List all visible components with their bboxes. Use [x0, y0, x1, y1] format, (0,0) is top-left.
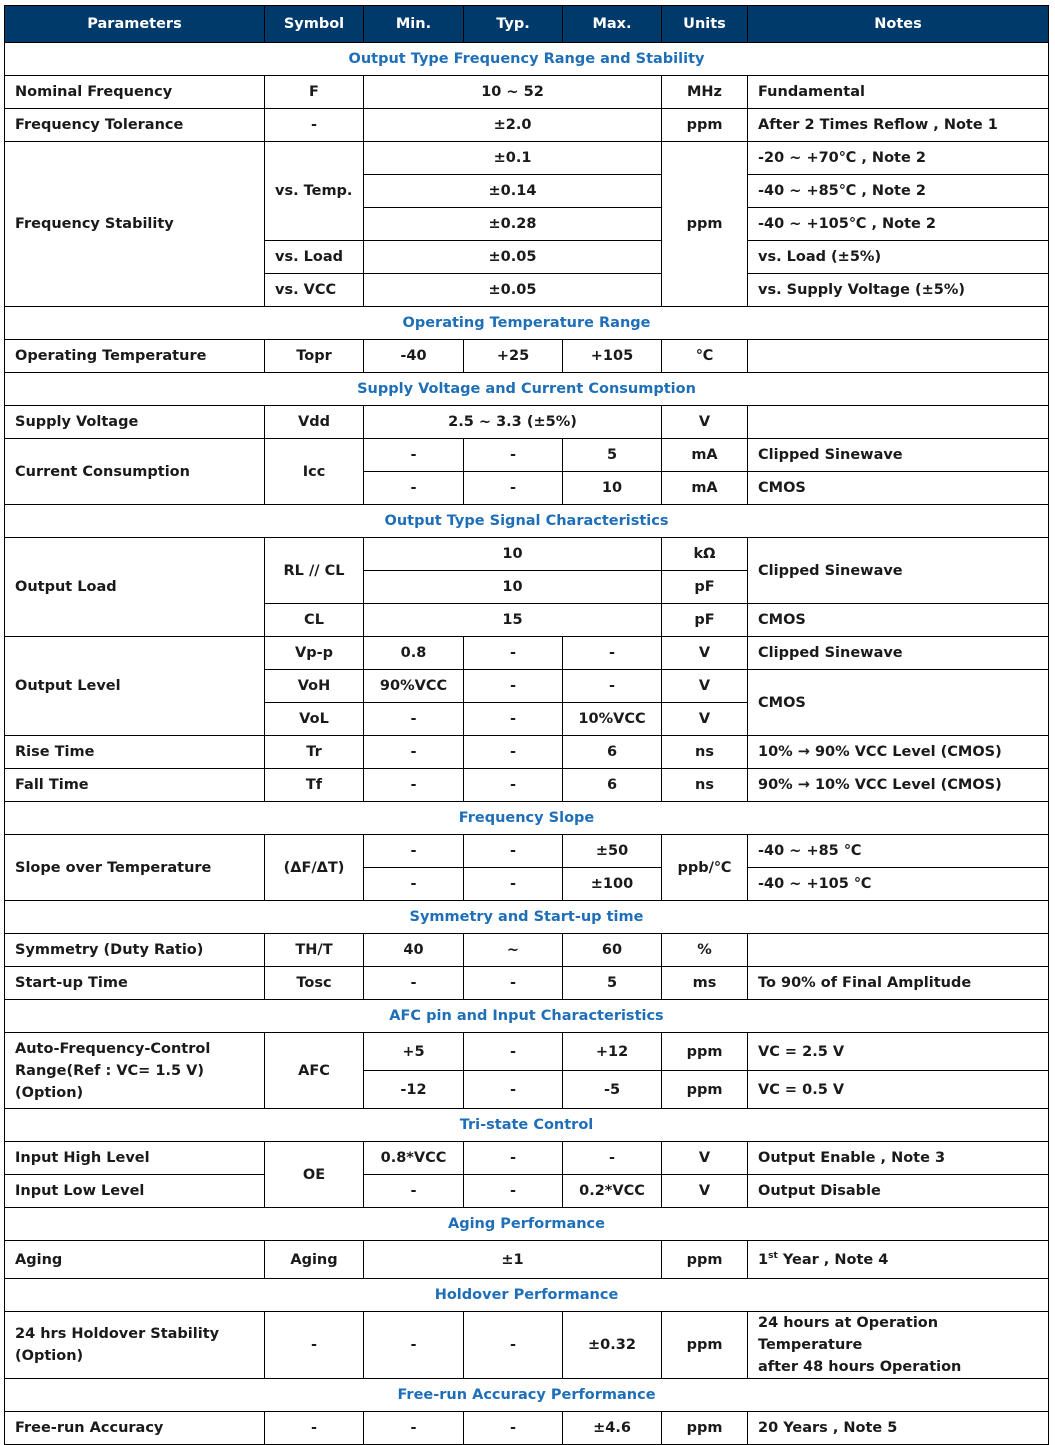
- notes-cell: Fundamental: [748, 76, 1049, 109]
- table-row: [5, 76, 1049, 109]
- header-typ: Typ.: [464, 6, 563, 43]
- notes-cell: [748, 406, 1049, 439]
- units-cell: ppb/℃: [662, 835, 748, 901]
- notes-cell: vs. Load (±5%): [748, 241, 1049, 274]
- units-cell: %: [662, 934, 748, 967]
- max-cell: ±50: [563, 835, 662, 868]
- table-row: [5, 340, 1049, 373]
- typ-cell: +25: [464, 340, 563, 373]
- param-cell: Input High Level: [5, 1142, 265, 1175]
- min-cell: -: [364, 1175, 464, 1208]
- max-cell: 10%VCC: [563, 703, 662, 736]
- notes-cell: -40 ~ +85℃ , Note 2: [748, 175, 1049, 208]
- max-cell: -5: [563, 1071, 662, 1109]
- min-cell: -40: [364, 340, 464, 373]
- notes-cell: CMOS: [748, 472, 1049, 505]
- notes-cell: [748, 934, 1049, 967]
- param-cell: Symmetry (Duty Ratio): [5, 934, 265, 967]
- value-cell: ±0.14: [364, 175, 662, 208]
- section-title: Output Type Signal Characteristics: [5, 505, 1049, 538]
- section-row: [5, 1000, 1049, 1033]
- value-cell: 15: [364, 604, 662, 637]
- notes-cell: -20 ~ +70℃ , Note 2: [748, 142, 1049, 175]
- table-row: [5, 142, 1049, 175]
- value-cell: 10 ~ 52: [364, 76, 662, 109]
- table-row: [5, 109, 1049, 142]
- value-cell: ±0.1: [364, 142, 662, 175]
- value-cell: 10: [364, 538, 662, 571]
- param-cell: [5, 1312, 265, 1379]
- param-cell: Frequency Stability: [5, 142, 265, 307]
- value-cell: ±0.28: [364, 208, 662, 241]
- table-row: [5, 1412, 1049, 1445]
- section-row: [5, 505, 1049, 538]
- notes-cell: vs. Supply Voltage (±5%): [748, 274, 1049, 307]
- units-cell: ppm: [662, 142, 748, 307]
- param-line: (Option): [15, 1348, 84, 1364]
- min-cell: -12: [364, 1071, 464, 1109]
- symbol-cell: Tosc: [265, 967, 364, 1000]
- units-cell: ppm: [662, 1412, 748, 1445]
- typ-cell: -: [464, 868, 563, 901]
- units-cell: V: [662, 1175, 748, 1208]
- units-cell: ppm: [662, 1071, 748, 1109]
- section-row: [5, 43, 1049, 76]
- param-cell: [5, 1033, 265, 1109]
- symbol-cell: Topr: [265, 340, 364, 373]
- max-cell: -: [563, 637, 662, 670]
- min-cell: -: [364, 967, 464, 1000]
- param-cell: Supply Voltage: [5, 406, 265, 439]
- notes-cell: [748, 1241, 1049, 1279]
- param-line: Range(Ref : VC= 1.5 V): [15, 1062, 204, 1079]
- typ-cell: -: [464, 472, 563, 505]
- units-cell: mA: [662, 439, 748, 472]
- symbol-cell: CL: [265, 604, 364, 637]
- max-cell: -: [563, 1142, 662, 1175]
- section-title: Aging Performance: [5, 1208, 1049, 1241]
- symbol-cell: -: [265, 1312, 364, 1379]
- table-row: [5, 1312, 1049, 1379]
- units-cell: V: [662, 406, 748, 439]
- param-cell: Free-run Accuracy: [5, 1412, 265, 1445]
- section-title: Symmetry and Start-up time: [5, 901, 1049, 934]
- section-title: AFC pin and Input Characteristics: [5, 1000, 1049, 1033]
- max-cell: 5: [563, 439, 662, 472]
- symbol-cell: -: [265, 109, 364, 142]
- section-row: [5, 1379, 1049, 1412]
- value-cell: ±1: [364, 1241, 662, 1279]
- table-row: [5, 538, 1049, 571]
- typ-cell: -: [464, 637, 563, 670]
- max-cell: 10: [563, 472, 662, 505]
- param-cell: Rise Time: [5, 736, 265, 769]
- min-cell: 0.8: [364, 637, 464, 670]
- header-notes: Notes: [748, 6, 1049, 43]
- units-cell: pF: [662, 571, 748, 604]
- section-row: [5, 1279, 1049, 1312]
- table-row: [5, 1175, 1049, 1208]
- notes-part: 1: [758, 1251, 769, 1268]
- symbol-cell: Icc: [265, 439, 364, 505]
- param-cell: Frequency Tolerance: [5, 109, 265, 142]
- section-title: Operating Temperature Range: [5, 307, 1049, 340]
- notes-cell: Clipped Sinewave: [748, 538, 1049, 604]
- min-cell: -: [364, 736, 464, 769]
- typ-cell: -: [464, 967, 563, 1000]
- max-cell: -: [563, 670, 662, 703]
- typ-cell: -: [464, 1033, 563, 1071]
- section-row: [5, 373, 1049, 406]
- min-cell: +5: [364, 1033, 464, 1071]
- typ-cell: -: [464, 670, 563, 703]
- notes-cell: VC = 2.5 V: [748, 1033, 1049, 1071]
- notes-cell: Clipped Sinewave: [748, 637, 1049, 670]
- min-cell: -: [364, 835, 464, 868]
- value-cell: ±0.05: [364, 274, 662, 307]
- symbol-cell: vs. VCC: [265, 274, 364, 307]
- value-cell: 2.5 ~ 3.3 (±5%): [364, 406, 662, 439]
- units-cell: V: [662, 1142, 748, 1175]
- section-title: Holdover Performance: [5, 1279, 1049, 1312]
- symbol-cell: F: [265, 76, 364, 109]
- typ-cell: -: [464, 769, 563, 802]
- units-cell: mA: [662, 472, 748, 505]
- symbol-cell: Tf: [265, 769, 364, 802]
- notes-cell: [748, 340, 1049, 373]
- param-cell: Aging: [5, 1241, 265, 1279]
- typ-cell: -: [464, 835, 563, 868]
- typ-cell: -: [464, 1175, 563, 1208]
- notes-cell: -40 ~ +105 ℃: [748, 868, 1049, 901]
- max-cell: 60: [563, 934, 662, 967]
- notes-cell: CMOS: [748, 604, 1049, 637]
- specification-table: [4, 5, 1049, 1445]
- table-row: [5, 736, 1049, 769]
- symbol-cell: vs. Load: [265, 241, 364, 274]
- symbol-cell: Vp-p: [265, 637, 364, 670]
- min-cell: -: [364, 439, 464, 472]
- param-line: 24 hrs Holdover Stability: [15, 1326, 220, 1342]
- section-row: [5, 1109, 1049, 1142]
- section-row: [5, 901, 1049, 934]
- param-cell: Output Load: [5, 538, 265, 637]
- typ-cell: -: [464, 1312, 563, 1379]
- units-cell: ns: [662, 769, 748, 802]
- notes-cell: After 2 Times Reflow , Note 1: [748, 109, 1049, 142]
- notes-cell: -40 ~ +85 ℃: [748, 835, 1049, 868]
- min-cell: -: [364, 703, 464, 736]
- table-row: [5, 439, 1049, 472]
- notes-line: 24 hours at Operation Temperature: [758, 1315, 939, 1353]
- table-row: [5, 1241, 1049, 1279]
- symbol-cell: RL // CL: [265, 538, 364, 604]
- min-cell: 90%VCC: [364, 670, 464, 703]
- table-row: [5, 1142, 1049, 1175]
- param-line: (Option): [15, 1084, 84, 1101]
- symbol-cell: -: [265, 1412, 364, 1445]
- typ-cell: -: [464, 1071, 563, 1109]
- min-cell: -: [364, 868, 464, 901]
- notes-cell: To 90% of Final Amplitude: [748, 967, 1049, 1000]
- notes-cell: 90% → 10% VCC Level (CMOS): [748, 769, 1049, 802]
- param-cell: Input Low Level: [5, 1175, 265, 1208]
- min-cell: 40: [364, 934, 464, 967]
- param-line: Auto-Frequency-Control: [15, 1040, 211, 1057]
- units-cell: MHz: [662, 76, 748, 109]
- notes-cell: -40 ~ +105℃ , Note 2: [748, 208, 1049, 241]
- symbol-cell: Tr: [265, 736, 364, 769]
- header-units: Units: [662, 6, 748, 43]
- header-symbol: Symbol: [265, 6, 364, 43]
- table-row: [5, 406, 1049, 439]
- min-cell: 0.8*VCC: [364, 1142, 464, 1175]
- value-cell: ±2.0: [364, 109, 662, 142]
- section-title: Supply Voltage and Current Consumption: [5, 373, 1049, 406]
- typ-cell: -: [464, 736, 563, 769]
- param-cell: Start-up Time: [5, 967, 265, 1000]
- units-cell: ppm: [662, 1241, 748, 1279]
- table-row: [5, 934, 1049, 967]
- notes-line: after 48 hours Operation: [758, 1359, 962, 1375]
- max-cell: ±0.32: [563, 1312, 662, 1379]
- units-cell: pF: [662, 604, 748, 637]
- units-cell: ppm: [662, 1033, 748, 1071]
- notes-cell: [748, 1312, 1049, 1379]
- symbol-cell: AFC: [265, 1033, 364, 1109]
- param-cell: Fall Time: [5, 769, 265, 802]
- units-cell: kΩ: [662, 538, 748, 571]
- typ-cell: -: [464, 703, 563, 736]
- param-cell: Nominal Frequency: [5, 76, 265, 109]
- notes-cell: 20 Years , Note 5: [748, 1412, 1049, 1445]
- header-max: Max.: [563, 6, 662, 43]
- min-cell: -: [364, 1412, 464, 1445]
- symbol-cell: (ΔF/ΔT): [265, 835, 364, 901]
- typ-cell: ~: [464, 934, 563, 967]
- max-cell: ±100: [563, 868, 662, 901]
- value-cell: ±0.05: [364, 241, 662, 274]
- notes-cell: CMOS: [748, 670, 1049, 736]
- symbol-cell: Aging: [265, 1241, 364, 1279]
- notes-part: Year , Note 4: [777, 1251, 889, 1268]
- value-cell: 10: [364, 571, 662, 604]
- param-cell: Current Consumption: [5, 439, 265, 505]
- table-row: [5, 1033, 1049, 1071]
- section-title: Free-run Accuracy Performance: [5, 1379, 1049, 1412]
- min-cell: -: [364, 1312, 464, 1379]
- max-cell: +105: [563, 340, 662, 373]
- table-row: [5, 835, 1049, 868]
- notes-cell: 10% → 90% VCC Level (CMOS): [748, 736, 1049, 769]
- symbol-cell: vs. Temp.: [265, 142, 364, 241]
- section-title: Tri-state Control: [5, 1109, 1049, 1142]
- param-cell: Operating Temperature: [5, 340, 265, 373]
- notes-cell: Clipped Sinewave: [748, 439, 1049, 472]
- symbol-cell: VoL: [265, 703, 364, 736]
- units-cell: ppm: [662, 109, 748, 142]
- max-cell: ±4.6: [563, 1412, 662, 1445]
- units-cell: V: [662, 703, 748, 736]
- typ-cell: -: [464, 439, 563, 472]
- max-cell: 6: [563, 769, 662, 802]
- table-row: [5, 967, 1049, 1000]
- param-cell: Output Level: [5, 637, 265, 736]
- max-cell: +12: [563, 1033, 662, 1071]
- max-cell: 5: [563, 967, 662, 1000]
- symbol-cell: OE: [265, 1142, 364, 1208]
- header-min: Min.: [364, 6, 464, 43]
- typ-cell: -: [464, 1412, 563, 1445]
- table-row: [5, 769, 1049, 802]
- units-cell: ℃: [662, 340, 748, 373]
- units-cell: ppm: [662, 1312, 748, 1379]
- units-cell: V: [662, 670, 748, 703]
- section-title: Output Type Frequency Range and Stability: [5, 43, 1049, 76]
- notes-cell: VC = 0.5 V: [748, 1071, 1049, 1109]
- section-row: [5, 1208, 1049, 1241]
- section-title: Frequency Slope: [5, 802, 1049, 835]
- section-row: [5, 307, 1049, 340]
- header-parameters: Parameters: [5, 6, 265, 43]
- units-cell: ms: [662, 967, 748, 1000]
- units-cell: V: [662, 637, 748, 670]
- notes-cell: Output Disable: [748, 1175, 1049, 1208]
- symbol-cell: TH/T: [265, 934, 364, 967]
- table-row: [5, 637, 1049, 670]
- max-cell: 0.2*VCC: [563, 1175, 662, 1208]
- header-row: [5, 6, 1049, 43]
- notes-cell: Output Enable , Note 3: [748, 1142, 1049, 1175]
- notes-superscript: st: [768, 1251, 778, 1262]
- param-cell: Slope over Temperature: [5, 835, 265, 901]
- symbol-cell: Vdd: [265, 406, 364, 439]
- units-cell: ns: [662, 736, 748, 769]
- section-row: [5, 802, 1049, 835]
- min-cell: -: [364, 769, 464, 802]
- min-cell: -: [364, 472, 464, 505]
- max-cell: 6: [563, 736, 662, 769]
- symbol-cell: VoH: [265, 670, 364, 703]
- typ-cell: -: [464, 1142, 563, 1175]
